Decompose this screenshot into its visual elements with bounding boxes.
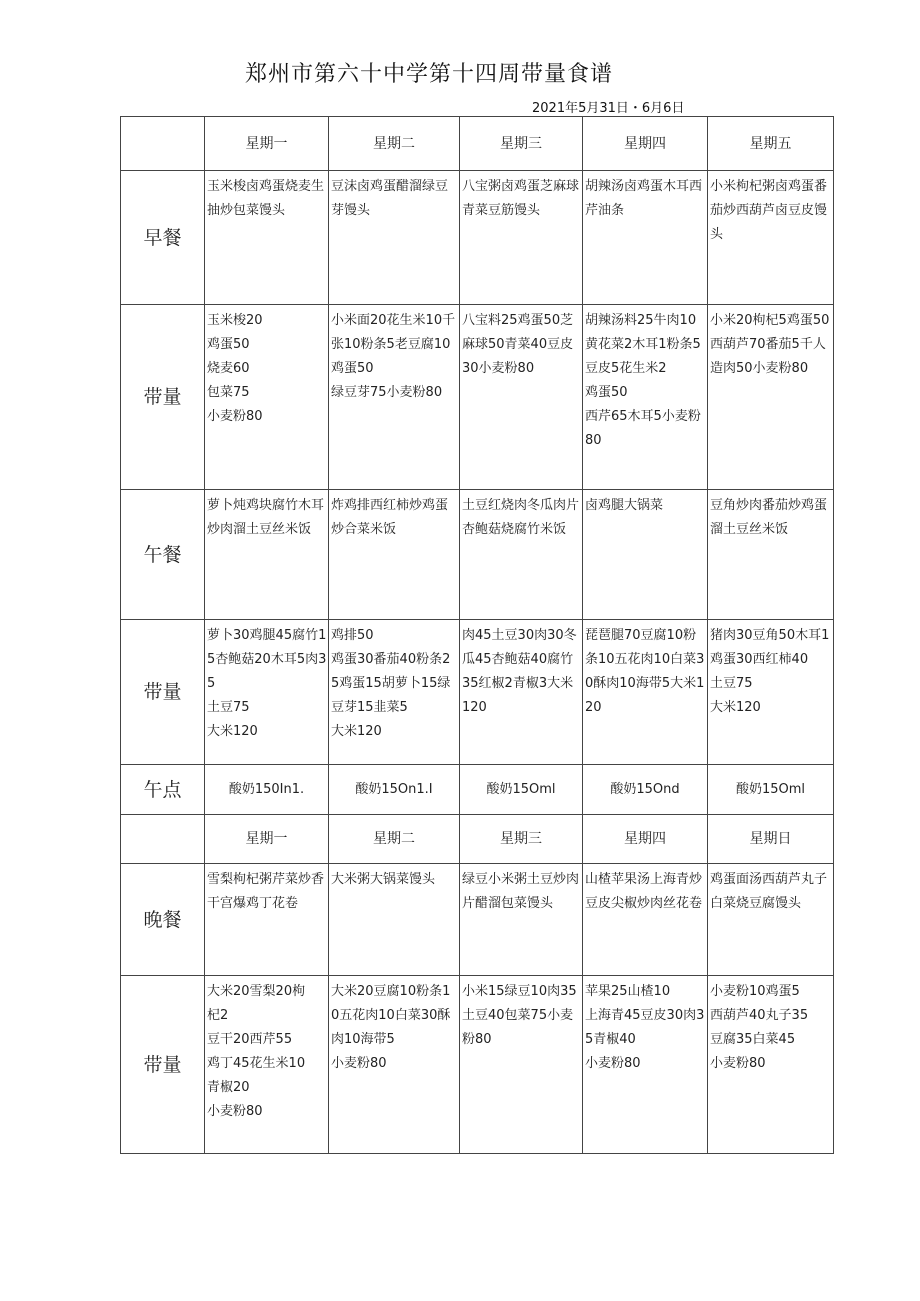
corner-cell	[121, 117, 205, 171]
row-label-quantity: 带量	[121, 620, 205, 765]
qty-cell	[460, 305, 583, 490]
meal-cell: 豆角炒肉番茄炒鸡蛋溜土豆丝米饭	[708, 490, 834, 620]
qty-line: 豆干20西芹55	[207, 1032, 293, 1047]
qty-cell	[329, 976, 460, 1154]
day-header: 星期四	[583, 117, 708, 171]
qty-line: 小米15绿豆10肉35土豆40包菜75小麦粉80	[462, 984, 577, 1047]
qty-line: 西葫芦70番茄5千人造肉50小麦粉80	[710, 337, 826, 376]
qty-line: 八宝料25鸡蛋50芝麻球50青菜40豆皮30小麦粉80	[462, 313, 574, 376]
qty-line: 绿豆芽75小麦粉80	[331, 385, 443, 400]
qty-line: 青椒20	[207, 1080, 250, 1095]
date-range: 2021年5月31日・6月6日	[532, 101, 685, 116]
qty-line: 玉米梭20	[207, 313, 263, 328]
meal-cell: 土豆红烧肉冬瓜肉片杏鲍菇烧腐竹米饭	[460, 490, 583, 620]
header-row-bottom	[121, 815, 834, 864]
qty-line: 大米120	[710, 700, 761, 715]
snack-cell: 酸奶15On1.I	[329, 765, 460, 815]
qty-line: 大米20豆腐10粉条10五花肉10白菜30酥肉10海带5	[331, 984, 451, 1047]
qty-line: 小麦粉80	[331, 1056, 387, 1071]
snack-cell: 酸奶15Oml	[460, 765, 583, 815]
qty-cell	[329, 620, 460, 765]
lunch-row	[121, 490, 834, 620]
qty-line: 萝卜30鸡腿45腐竹15杏鲍菇20木耳5肉35	[207, 628, 327, 691]
breakfast-qty-row	[121, 305, 834, 490]
qty-line: 鸡蛋30番茄40粉条25鸡蛋15胡萝卜15绿豆芽15韭菜5	[331, 652, 451, 715]
qty-cell	[460, 620, 583, 765]
qty-line: 琵琶腿70豆腐10粉条10五花肉10白菜30酥肉10海带5大米120	[585, 628, 705, 715]
qty-line: 土豆75	[207, 700, 250, 715]
qty-line: 大米20雪梨20枸	[207, 984, 306, 999]
day-header: 星期二	[329, 117, 460, 171]
corner-cell	[121, 815, 205, 864]
snack-cell: 酸奶15Oml	[708, 765, 834, 815]
meal-cell: 萝卜炖鸡块腐竹木耳炒肉溜土豆丝米饭	[205, 490, 329, 620]
qty-cell	[583, 976, 708, 1154]
qty-line: 鸡丁45花生米10	[207, 1056, 306, 1071]
qty-cell	[708, 305, 834, 490]
row-label-lunch: 午餐	[121, 490, 205, 620]
meal-cell: 鸡蛋面汤西葫芦丸子白菜烧豆腐馒头	[708, 864, 834, 976]
meal-cell: 八宝粥卤鸡蛋芝麻球青菜豆筋馒头	[460, 171, 583, 305]
qty-line: 小麦粉80	[207, 1104, 263, 1119]
meal-cell: 豆沫卤鸡蛋醋溜绿豆芽馒头	[329, 171, 460, 305]
qty-line: 肉45土豆30肉30冬瓜45杏鲍菇40腐竹35红椒2青椒3大米120	[462, 628, 577, 715]
meal-cell: 卤鸡腿大锅菜	[583, 490, 708, 620]
header-row-top	[121, 117, 834, 171]
row-label-quantity: 带量	[121, 305, 205, 490]
meal-cell: 大米粥大锅菜馒头	[329, 864, 460, 976]
qty-line: 小麦粉10鸡蛋5	[710, 984, 800, 999]
qty-line: 烧麦60	[207, 361, 250, 376]
meal-cell: 山楂苹果汤上海青炒豆皮尖椒炒肉丝花卷	[583, 864, 708, 976]
lunch-qty-row	[121, 620, 834, 765]
qty-line: 包菜75	[207, 385, 250, 400]
day-header: 星期一	[205, 117, 329, 171]
qty-line: 小麦粉80	[710, 1056, 766, 1071]
qty-line: 猪肉30豆角50木耳1	[710, 628, 830, 643]
qty-line: 鸡排50	[331, 628, 374, 643]
qty-line: 上海青45豆皮30肉35青椒40	[585, 1008, 705, 1047]
meal-cell: 小米枸杞粥卤鸡蛋番茄炒西葫芦卤豆皮馒头	[708, 171, 834, 305]
menu-table	[120, 116, 834, 1154]
row-label-breakfast: 早餐	[121, 171, 205, 305]
dinner-row	[121, 864, 834, 976]
row-label-dinner: 晚餐	[121, 864, 205, 976]
qty-line: 鸡蛋50	[585, 385, 628, 400]
qty-line: 苹果25山楂10	[585, 984, 671, 999]
qty-cell	[583, 620, 708, 765]
qty-line: 西葫芦40丸子35	[710, 1008, 809, 1023]
day-header: 星期三	[460, 117, 583, 171]
qty-cell	[205, 620, 329, 765]
day-header: 星期二	[329, 815, 460, 864]
snack-cell: 酸奶15Ond	[583, 765, 708, 815]
qty-line: 小米20枸杞5鸡蛋50	[710, 313, 830, 328]
qty-line: 鸡蛋50	[331, 361, 374, 376]
snack-cell: 酸奶150In1.	[205, 765, 329, 815]
qty-line: 胡辣汤料25牛肉10黄花菜2木耳1粉条5豆皮5花生米2	[585, 313, 701, 376]
breakfast-row	[121, 171, 834, 305]
qty-line: 小米面20花生米10千张10粉条5老豆腐10	[331, 313, 456, 352]
row-label-quantity: 带量	[121, 976, 205, 1154]
row-label-snack: 午点	[121, 765, 205, 815]
day-header: 星期四	[583, 815, 708, 864]
day-header: 星期日	[708, 815, 834, 864]
meal-cell: 胡辣汤卤鸡蛋木耳西芹油条	[583, 171, 708, 305]
qty-cell	[460, 976, 583, 1154]
qty-cell	[583, 305, 708, 490]
day-header: 星期三	[460, 815, 583, 864]
qty-line: 大米120	[331, 724, 382, 739]
meal-cell: 玉米梭卤鸡蛋烧麦生抽炒包菜馒头	[205, 171, 329, 305]
qty-line: 杞2	[207, 1008, 229, 1023]
page-title: 郑州市第六十中学第十四周带量食谱	[245, 62, 614, 87]
qty-cell	[708, 620, 834, 765]
qty-line: 鸡蛋30西红柿40	[710, 652, 809, 667]
qty-cell	[708, 976, 834, 1154]
qty-line: 鸡蛋50	[207, 337, 250, 352]
qty-line: 大米120	[207, 724, 258, 739]
qty-line: 小麦粉80	[585, 1056, 641, 1071]
meal-cell: 绿豆小米粥土豆炒肉片醋溜包菜馒头	[460, 864, 583, 976]
meal-cell: 雪梨枸杞粥芹菜炒香干宫爆鸡丁花卷	[205, 864, 329, 976]
qty-line: 豆腐35白菜45	[710, 1032, 796, 1047]
qty-line: 西芹65木耳5小麦粉80	[585, 409, 701, 448]
day-header: 星期五	[708, 117, 834, 171]
qty-cell	[205, 305, 329, 490]
qty-line: 小麦粉80	[207, 409, 263, 424]
day-header: 星期一	[205, 815, 329, 864]
dinner-qty-row	[121, 976, 834, 1154]
meal-cell: 炸鸡排西红柿炒鸡蛋炒合菜米饭	[329, 490, 460, 620]
snack-row	[121, 765, 834, 815]
qty-cell	[329, 305, 460, 490]
qty-cell	[205, 976, 329, 1154]
qty-line: 土豆75	[710, 676, 753, 691]
